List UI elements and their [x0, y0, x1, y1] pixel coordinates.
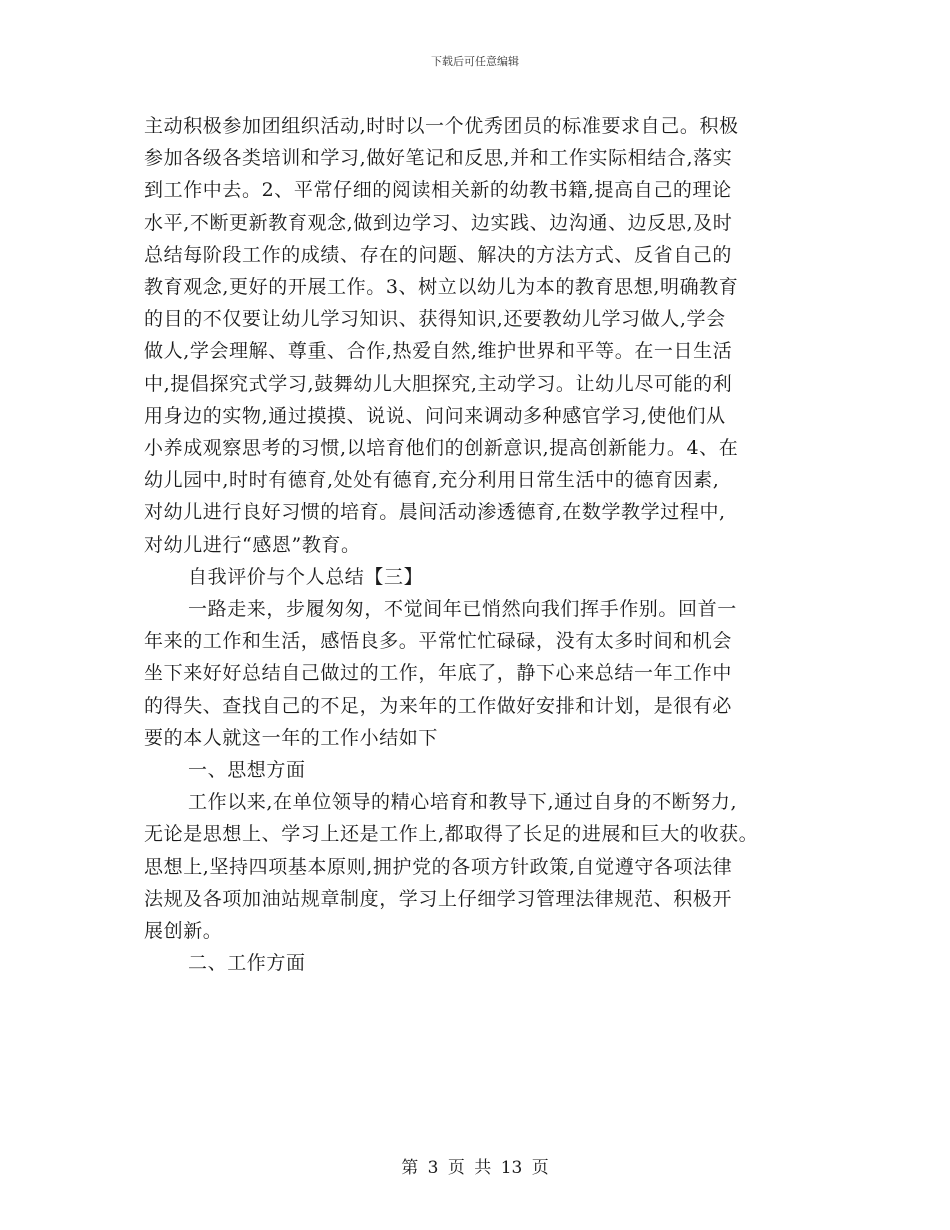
paragraph-line: 教育观念,更好的开展工作。3、树立以幼儿为本的教育思想,明确教育 — [144, 276, 739, 299]
section-heading: 二、工作方面 — [188, 952, 306, 975]
paragraph-line: 对幼儿进行良好习惯的培育。晨间活动渗透德育,在数学教学过程中, — [144, 501, 726, 524]
paragraph-line: 小养成观察思考的习惯,以培育他们的创新意识,提高创新能力。4、在 — [144, 437, 739, 460]
paragraph-line: 年来的工作和生活，感悟良多。平常忙忙碌碌，没有太多时间和机会 — [144, 630, 733, 653]
page-header: 下载后可任意编辑 — [431, 55, 519, 68]
paragraph-line: 到工作中去。2、平常仔细的阅读相关新的幼教书籍,提高自己的理论 — [144, 179, 732, 202]
paragraph-line: 的目的不仅要让幼儿学习知识、获得知识,还要教幼儿学习做人,学会 — [144, 308, 726, 331]
paragraph-line: 总结每阶段工作的成绩、存在的问题、解决的方法方式、反省自己的 — [144, 243, 733, 266]
paragraph-line: 坐下来好好总结自己做过的工作，年底了，静下心来总结一年工作中 — [144, 662, 733, 685]
section-heading: 自我评价与个人总结【三】 — [188, 565, 424, 588]
paragraph-line: 参加各级各类培训和学习,做好笔记和反思,并和工作实际相结合,落实 — [144, 147, 733, 170]
paragraph-line: 思想上,坚持四项基本原则,拥护党的各项方针政策,自觉遵守各项法律 — [144, 855, 733, 878]
section-heading: 一、思想方面 — [188, 759, 306, 782]
paragraph-line: 中,提倡探究式学习,鼓舞幼儿大胆探究,主动学习。让幼儿尽可能的利 — [144, 372, 733, 395]
paragraph-line: 要的本人就这一年的工作小结如下 — [144, 726, 439, 749]
paragraph-line: 对幼儿进行“感恩”教育。 — [144, 533, 361, 556]
paragraph-line: 无论是思想上、学习上还是工作上,都取得了长足的进展和巨大的收获。 — [144, 823, 759, 846]
paragraph-line: 一路走来，步履匆匆，不觉间年已悄然向我们挥手作别。回首一 — [188, 598, 737, 621]
document-body — [144, 110, 824, 979]
paragraph-line: 幼儿园中,时时有德育,处处有德育,充分利用日常生活中的德育因素, — [144, 469, 720, 492]
paragraph-line: 的得失、查找自己的不足，为来年的工作做好安排和计划，是很有必 — [144, 694, 733, 717]
paragraph-line: 水平,不断更新教育观念,做到边学习、边实践、边沟通、边反思,及时 — [144, 211, 733, 234]
paragraph-line: 主动积极参加团组织活动,时时以一个优秀团员的标准要求自己。积极 — [144, 115, 739, 137]
paragraph-line: 工作以来,在单位领导的精心培育和教导下,通过自身的不断努力, — [188, 791, 738, 814]
paragraph-line: 展创新。 — [144, 920, 223, 943]
paragraph-line: 法规及各项加油站规章制度，学习上仔细学习管理法律规范、积极开 — [144, 887, 733, 910]
paragraph-line: 用身边的实物,通过摸摸、说说、问问来调动多种感官学习,使他们从 — [144, 404, 726, 427]
paragraph-line: 做人,学会理解、尊重、合作,热爱自然,维护世界和平等。在一日生活 — [144, 340, 733, 363]
page-number: 第 3 页 共 13 页 — [401, 1158, 549, 1178]
